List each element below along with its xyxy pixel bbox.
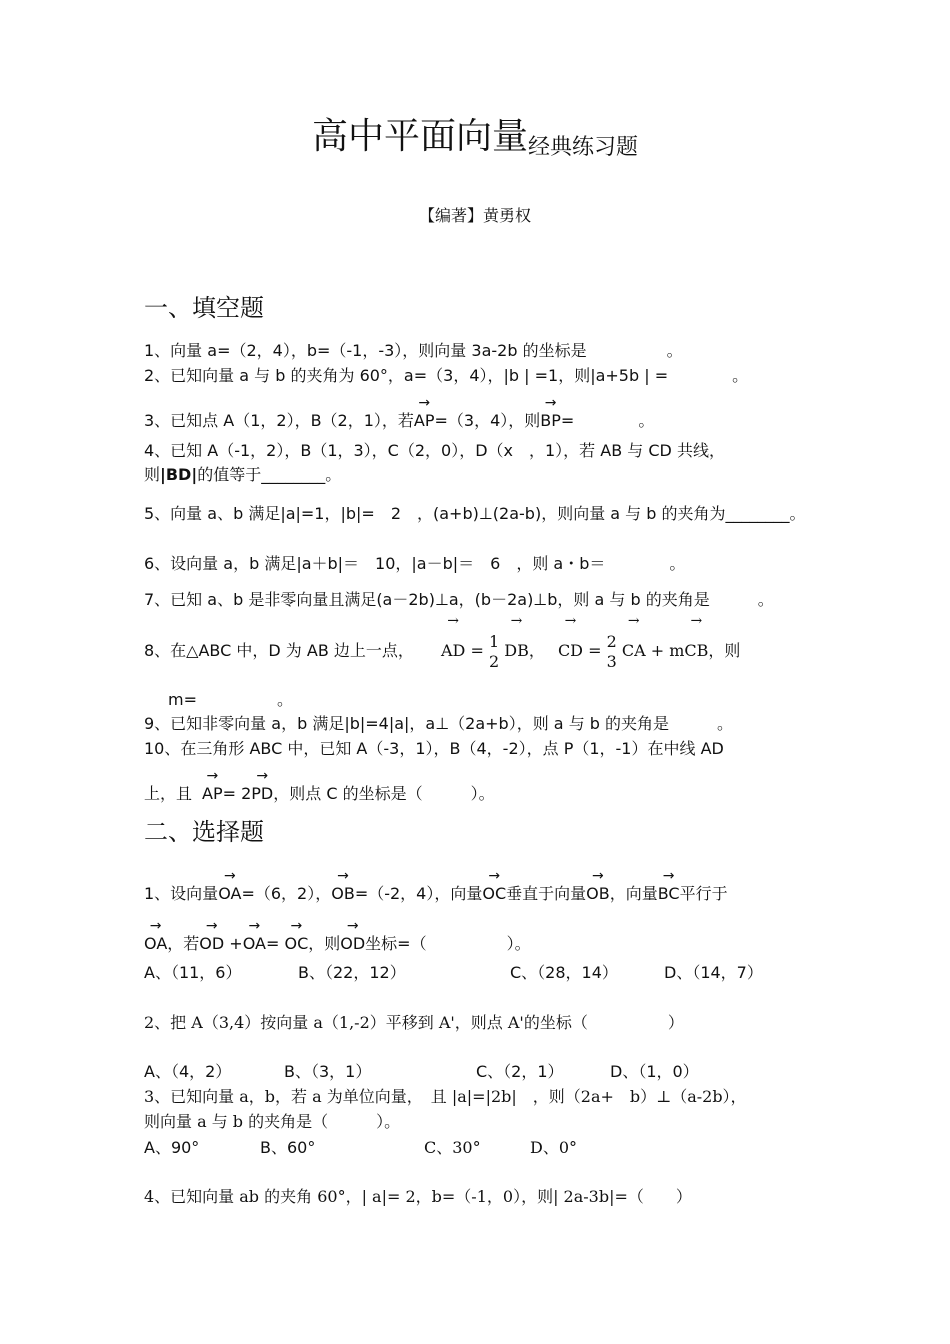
text: 坐标=（ ）。 (365, 934, 531, 953)
fraction-one-half (489, 632, 499, 672)
fill-question-8 (144, 629, 740, 673)
text: =（3，4），则 (434, 411, 541, 430)
text: ，则 (708, 641, 741, 660)
text: ，则 (308, 934, 341, 953)
choice-2-option-a: A、（4，2） (144, 1062, 232, 1081)
denominator: 2 (488, 651, 500, 671)
text: 垂直于向量 (506, 884, 587, 903)
choice-question-1-line2 (144, 934, 531, 954)
text: 3、已知点 A（1，2），B（2，1），若 (144, 411, 414, 430)
text: 平行于 (679, 884, 728, 903)
vector-ad: → AD (441, 629, 465, 673)
text: + (224, 934, 243, 953)
choice-2-option-d: D、（1，0） (610, 1062, 699, 1081)
fill-question-4-line1: 4、已知 A（-1，2），B（1，3），C（2，0），D（x ，1），若 AB 与 CD 共线， (144, 441, 725, 460)
vector-od: → OD (199, 934, 224, 954)
fraction-two-thirds (607, 632, 617, 672)
vector-oa: → OA (243, 934, 266, 954)
choice-2-option-c: C、（2，1） (476, 1062, 564, 1081)
bd-abs: |BD| (160, 465, 198, 484)
section-heading-fill: 一、填空题 (144, 294, 264, 322)
equals: = (583, 641, 607, 660)
fill-question-10-line2 (144, 784, 495, 804)
text: 1、设向量 (144, 884, 219, 903)
choice-question-3-line2: 则向量 a 与 b 的夹角是（ ）。 (144, 1112, 401, 1131)
text: = (265, 934, 285, 953)
choice-question-2: 2、把 A（3,4）按向量 a（1,-2）平移到 A'，则点 A'的坐标（ ） (144, 1013, 684, 1032)
choice-3-option-a: A、90° (144, 1138, 200, 1157)
fill-question-3 (144, 411, 654, 431)
fill-question-5: 5、向量 a、b 满足|a|=1，|b|= 2 ，(a+b)⊥(2a-b)，则向量 a 与 b 的夹角为________。 (144, 504, 806, 523)
numerator: 1 (488, 631, 500, 651)
section-heading-choice: 二、选择题 (144, 818, 264, 846)
text: = 。 (560, 411, 655, 430)
choice-1-option-d: D、（14，7） (664, 963, 763, 982)
vector-pd: → PD (251, 784, 273, 804)
text: ，若 (167, 934, 200, 953)
vector-oa: → OA (144, 934, 167, 954)
choice-1-option-a: A、（11，6） (144, 963, 242, 982)
fill-question-10-line1: 10、在三角形 ABC 中，已知 A（-3，1），B（4，-2），点 P（1，-1）在中线 AD (144, 739, 724, 758)
fill-question-1: 1、向量 a=（2，4），b=（-1，-3），则向量 3a-2b 的坐标是 。 (144, 341, 683, 360)
choice-question-4: 4、已知向量 ab 的夹角 60°，| a|= 2，b=（-1，0），则| 2a-3b|=（ ） (144, 1187, 692, 1206)
choice-question-3-line1: 3、已知向量 a，b，若 a 为单位向量， 且 |a|=|2b| ，则（2a+ b）⊥（a-2b）， (144, 1087, 747, 1106)
choice-1-option-c: C、（28，14） (510, 963, 618, 982)
vector-oc: → OC (482, 884, 506, 904)
choice-3-option-c: C、30° (424, 1138, 481, 1157)
vector-ob: → OB (586, 884, 610, 904)
comma: ， (528, 641, 545, 660)
choice-3-option-b: B、60° (260, 1138, 316, 1157)
vector-ca: → CA (622, 629, 646, 673)
q8-formula (440, 631, 741, 671)
fill-question-8-m: m= 。 (168, 690, 293, 709)
text: =（-2，4），向量 (354, 884, 483, 903)
vector-db: → DB (504, 629, 529, 673)
vector-bc: → BC (658, 884, 680, 904)
vector-ob: → OB (331, 884, 355, 904)
text: =（6，2）， (241, 884, 332, 903)
choice-3-option-d: D、0° (530, 1138, 578, 1157)
vector-oa: → OA (218, 884, 241, 904)
vector-cb: → CB (684, 629, 708, 673)
fill-question-7: 7、已知 a、b 是非零向量且满足(a－2b)⊥a，(b－2a)⊥b，则 a 与 b 的夹角是 。 (144, 590, 774, 609)
choice-question-1-line1 (144, 884, 728, 904)
fill-question-6: 6、设向量 a，b 满足|a＋b|＝ 10，|a－b|＝ 6 ，则 a・b＝ 。 (144, 554, 686, 573)
vector-bp: → BP (540, 411, 561, 431)
plus-m: + m (645, 641, 685, 660)
text: 上，且 (144, 784, 193, 803)
vector-od: → OD (340, 934, 365, 954)
fill-question-4-line2 (144, 465, 341, 485)
fill-question-9: 9、已知非零向量 a，b 满足|b|=4|a|，a⊥（2a+b），则 a 与 b 的夹角是 。 (144, 714, 734, 733)
text: 8、在△ABC 中，D 为 AB 边上一点， (144, 641, 414, 660)
text: ，向量 (609, 884, 658, 903)
choice-1-option-b: B、（22，12） (298, 963, 406, 982)
equals: = (465, 641, 489, 660)
vector-ap: → AP (414, 411, 435, 431)
vector-cd: → CD (558, 629, 583, 673)
text: = 2 (222, 784, 252, 803)
choice-2-option-b: B、（3，1） (284, 1062, 372, 1081)
text: 则 (144, 465, 161, 484)
fill-question-2: 2、已知向量 a 与 b 的夹角为 60°，a=（3，4），|b | =1，则|a+5b | = 。 (144, 366, 749, 385)
text: ，则点 C 的坐标是（ ）。 (273, 784, 495, 803)
author-line: 【编著】黄勇权 (418, 206, 531, 225)
vector-ap: → AP (202, 784, 223, 804)
text: 的值等于________。 (197, 465, 342, 484)
title-main: 高中平面向量 (311, 116, 528, 157)
denominator: 3 (606, 651, 617, 671)
vector-oc: → OC (284, 934, 308, 954)
document-title (0, 108, 950, 159)
numerator: 2 (606, 631, 617, 651)
title-sub: 经典练习题 (528, 135, 639, 160)
